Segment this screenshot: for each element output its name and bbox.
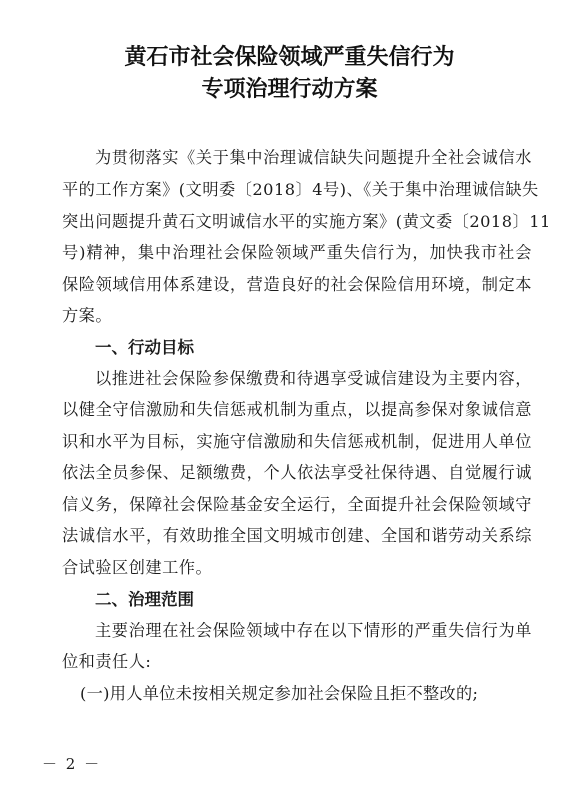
- scope-item-1: (一)用人单位未按相关规定参加社会保险且拒不整改的;: [80, 684, 479, 703]
- document-title-line-1: 黄石市社会保险领域严重失信行为: [124, 45, 455, 70]
- section-heading-action-goals: 一、行动目标: [95, 338, 194, 357]
- section1-line-3: 识和水平为目标，实施守信激励和失信惩戒机制，促进用人单位: [62, 432, 532, 451]
- section1-line-4: 依法全员参保、足额缴费，个人依法享受社保待遇、自觉履行诚: [62, 463, 532, 482]
- page-number: － 2 －: [42, 755, 102, 773]
- section1-line-5: 信义务，保障社会保险基金安全运行，全面提升社会保险领域守: [62, 495, 532, 514]
- intro-line-3: 突出问题提升黄石文明诚信水平的实施方案》(黄文委〔2018〕11: [62, 212, 551, 231]
- section1-line-2: 以健全守信激励和失信惩戒机制为重点，以提高参保对象诚信意: [62, 400, 532, 419]
- section-heading-scope: 二、治理范围: [95, 590, 194, 609]
- section2-line-1: 主要治理在社会保险领域中存在以下情形的严重失信行为单: [95, 621, 532, 640]
- section1-line-6: 法诚信水平，有效助推全国文明城市创建、全国和谐劳动关系综: [62, 526, 532, 545]
- document-title-line-2: 专项治理行动方案: [201, 77, 378, 102]
- intro-line-6: 方案。: [62, 306, 113, 325]
- intro-line-5: 保险领域信用体系建设，营造良好的社会保险信用环境，制定本: [62, 275, 532, 294]
- section1-line-7: 合试验区创建工作。: [62, 558, 213, 577]
- intro-line-1: 为贯彻落实《关于集中治理诚信缺失问题提升全社会诚信水: [95, 148, 532, 167]
- intro-line-2: 平的工作方案》(文明委〔2018〕4号)、《关于集中治理诚信缺失: [62, 180, 539, 199]
- section2-line-2: 位和责任人:: [62, 652, 152, 671]
- intro-line-4: 号)精神，集中治理社会保险领域严重失信行为，加快我市社会: [62, 243, 532, 262]
- section1-line-1: 以推进社会保险参保缴费和待遇享受诚信建设为主要内容，: [95, 369, 532, 388]
